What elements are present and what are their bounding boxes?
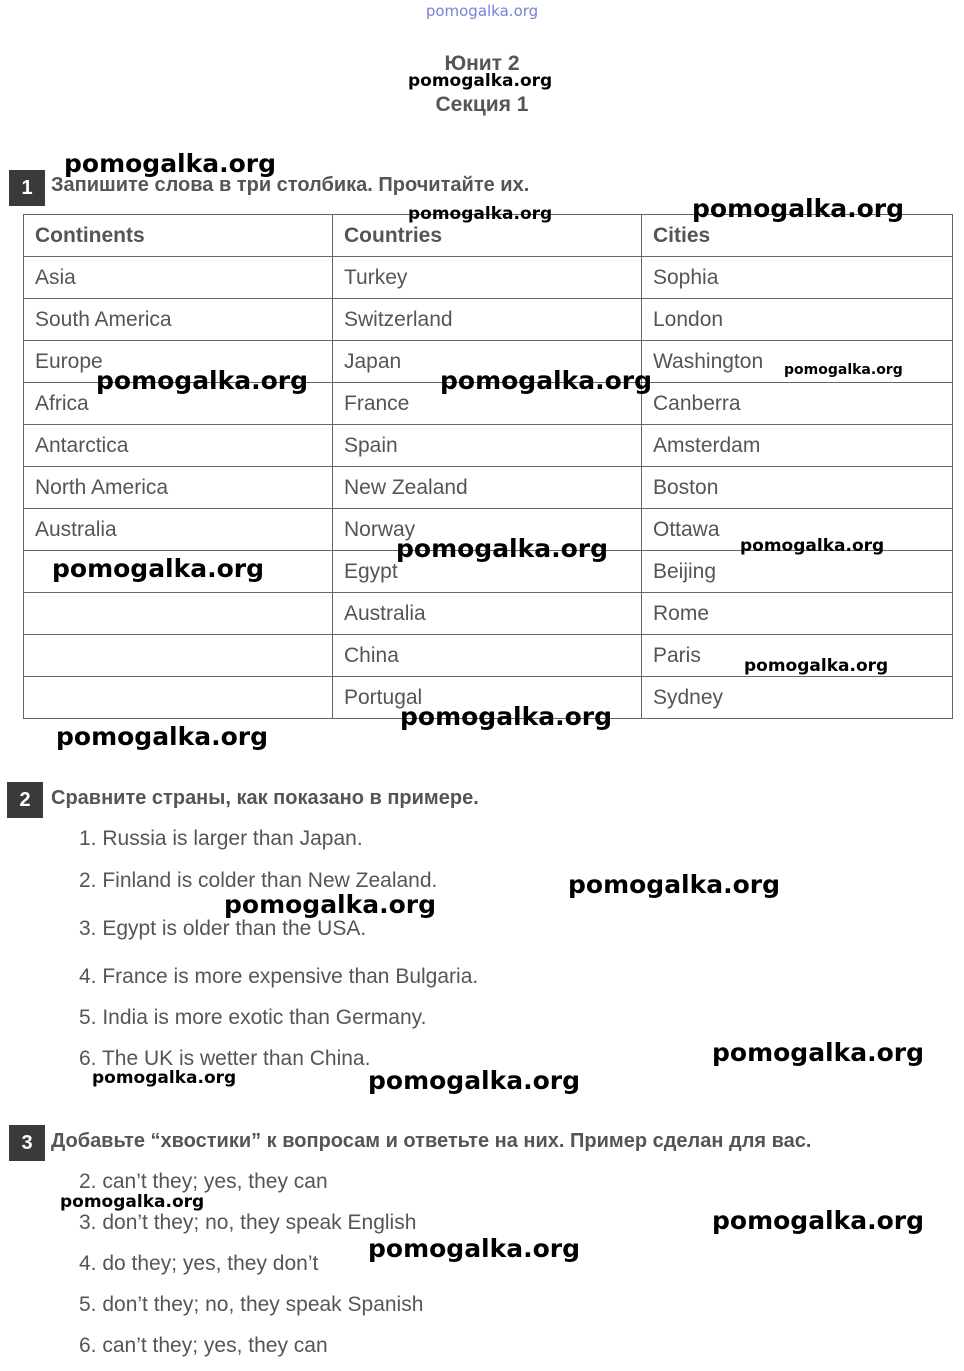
table-cell: Europe [24, 341, 333, 383]
table-row [24, 593, 953, 635]
watermark: pomogalka.org [744, 656, 889, 676]
task-2-item: 2. Finland is colder than New Zealand. [79, 869, 438, 892]
table-cell: Paris [642, 635, 953, 677]
table-row [24, 257, 953, 299]
watermark: pomogalka.org [368, 1234, 581, 1263]
watermark: pomogalka.org [692, 194, 905, 223]
task-3-item: 2. can’t they; yes, they can [79, 1170, 328, 1193]
watermark: pomogalka.org [60, 1192, 205, 1212]
table-cell: Norway [333, 509, 642, 551]
watermark: pomogalka.org [712, 1038, 925, 1067]
watermark: pomogalka.org [784, 362, 903, 378]
table-cell: Rome [642, 593, 953, 635]
table-cell: South America [24, 299, 333, 341]
task-3-title: Добавьте “хвостики” к вопросам и ответьте на них. Пример сделан для вас. [51, 1130, 812, 1152]
table-cell: Australia [24, 509, 333, 551]
table-cell [24, 593, 333, 635]
watermark: pomogalka.org [568, 870, 781, 899]
table-cell: Antarctica [24, 425, 333, 467]
unit-title: Юнит 2 [444, 52, 520, 75]
table-cell [24, 635, 333, 677]
watermark: pomogalka.org [64, 149, 277, 178]
table-cell: Spain [333, 425, 642, 467]
table-row [24, 425, 953, 467]
task-2-item: 3. Egypt is older than the USA. [79, 917, 367, 940]
watermark: pomogalka.org [56, 722, 269, 751]
table-cell: Amsterdam [642, 425, 953, 467]
watermark: pomogalka.org [52, 554, 265, 583]
task-3-item: 3. don’t they; no, they speak English [79, 1211, 417, 1234]
task-2-item: 5. India is more exotic than Germany. [79, 1006, 427, 1029]
watermark: pomogalka.org [740, 536, 885, 556]
task-2-item: 4. France is more expensive than Bulgaria. [79, 965, 479, 988]
words-table [23, 214, 953, 719]
watermark: pomogalka.org [712, 1206, 925, 1235]
table-cell [24, 677, 333, 719]
watermark: pomogalka.org [96, 366, 309, 395]
table-cell: Portugal [333, 677, 642, 719]
section-title: Секция 1 [435, 93, 529, 116]
table-cell: Canberra [642, 383, 953, 425]
task-2-title: Сравните страны, как показано в примере. [51, 787, 479, 809]
table-cell: Beijing [642, 551, 953, 593]
table-cell: New Zealand [333, 467, 642, 509]
watermark: pomogalka.org [396, 534, 609, 563]
header-cities: Cities [642, 215, 953, 257]
table-cell: Boston [642, 467, 953, 509]
table-cell: Sydney [642, 677, 953, 719]
table-cell: Japan [333, 341, 642, 383]
table-cell: Africa [24, 383, 333, 425]
table-cell: Egypt [333, 551, 642, 593]
header-continents: Continents [24, 215, 333, 257]
table-cell: Ottawa [642, 509, 953, 551]
task-2-item: 1. Russia is larger than Japan. [79, 827, 363, 850]
task-2-number: 2 [7, 782, 43, 818]
table-cell: China [333, 635, 642, 677]
watermark: pomogalka.org [408, 204, 553, 224]
task-1-title: Запишите слова в три столбика. Прочитайте их. [51, 174, 530, 196]
task-3-item: 5. don’t they; no, they speak Spanish [79, 1293, 424, 1316]
watermark: pomogalka.org [92, 1068, 237, 1088]
header-countries: Countries [333, 215, 642, 257]
watermark: pomogalka.org [440, 366, 653, 395]
watermark: pomogalka.org [400, 702, 613, 731]
table-cell: Australia [333, 593, 642, 635]
table-cell: France [333, 383, 642, 425]
table-cell: Switzerland [333, 299, 642, 341]
table-cell: Asia [24, 257, 333, 299]
task-1-number: 1 [9, 170, 45, 206]
watermark: pomogalka.org [408, 71, 553, 91]
table-row [24, 467, 953, 509]
task-3-item: 6. can’t they; yes, they can [79, 1334, 328, 1357]
watermark: pomogalka.org [368, 1066, 581, 1095]
table-cell: Washington [642, 341, 953, 383]
task-3-item: 4. do they; yes, they don’t [79, 1252, 319, 1275]
task-2-item: 6. The UK is wetter than China. [79, 1047, 371, 1070]
table-row [24, 299, 953, 341]
table-cell: Sophia [642, 257, 953, 299]
site-mark: pomogalka.org [425, 2, 539, 20]
table-cell: Turkey [333, 257, 642, 299]
task-3-number: 3 [9, 1125, 45, 1161]
table-cell: London [642, 299, 953, 341]
watermark: pomogalka.org [224, 890, 437, 919]
table-cell: North America [24, 467, 333, 509]
